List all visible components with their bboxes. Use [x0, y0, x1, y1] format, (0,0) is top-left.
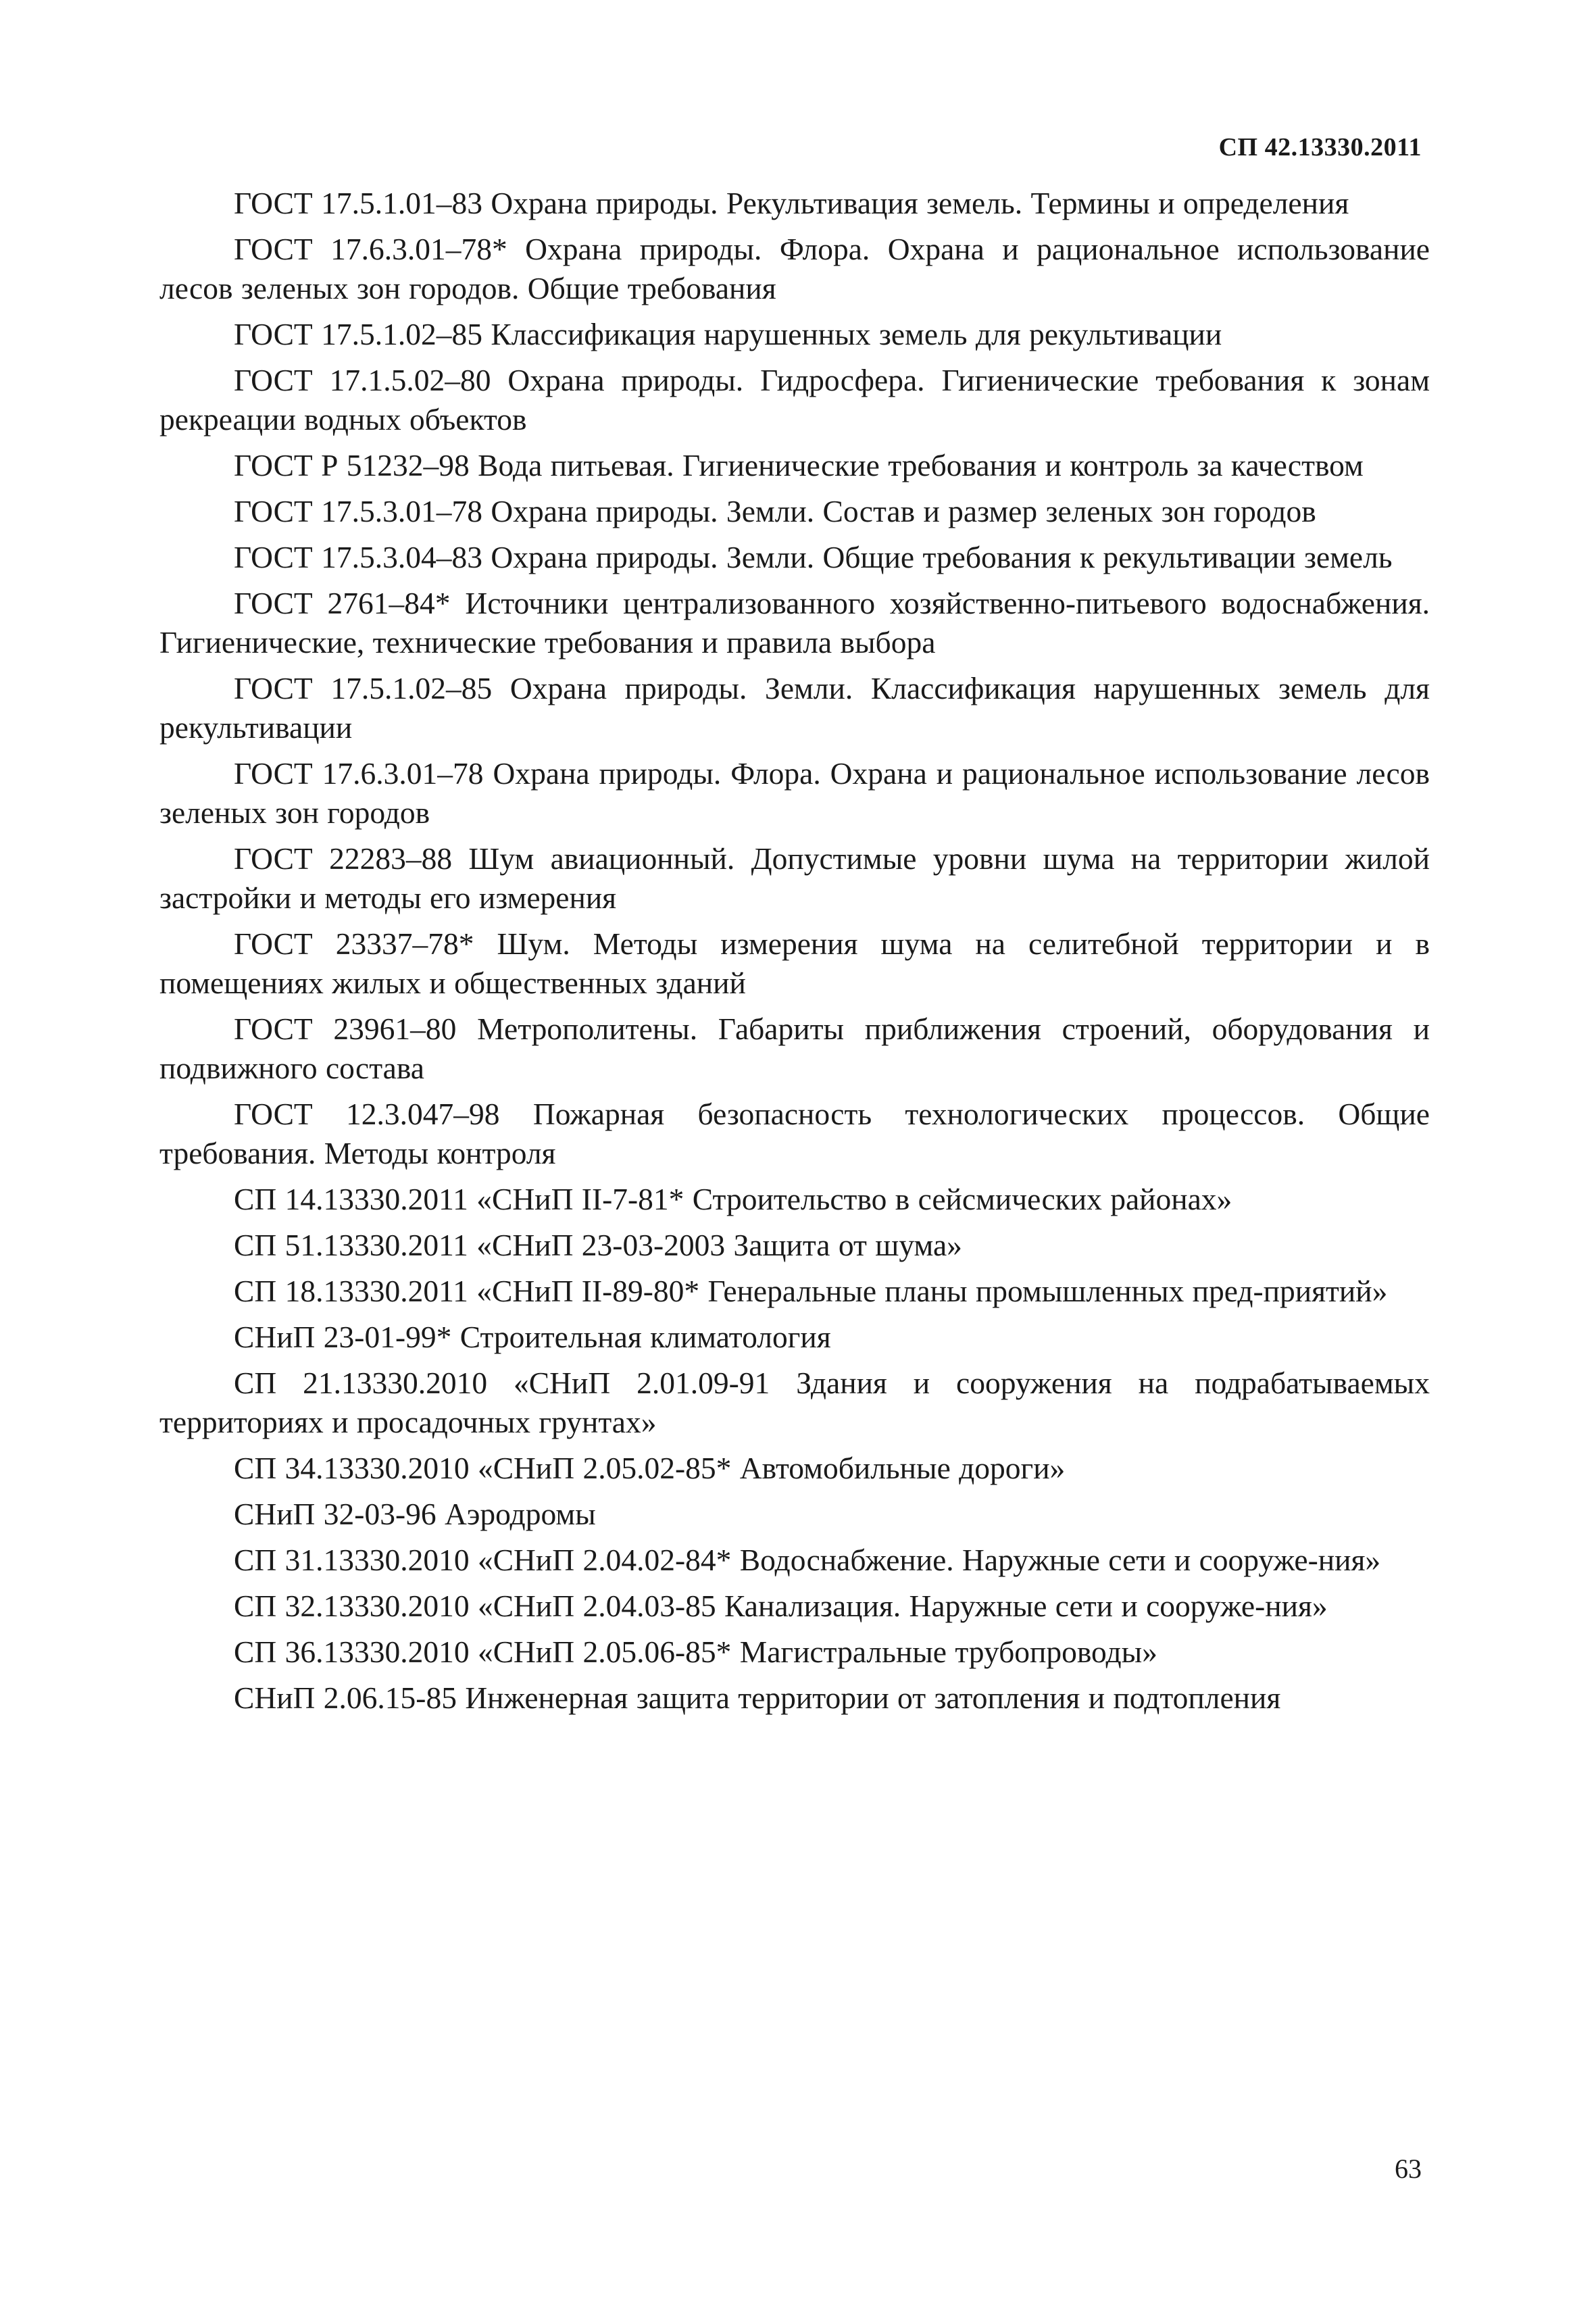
reference-item: СП 21.13330.2010 «СНиП 2.01.09-91 Здания и сооружения на подрабатываемых территориях и просадочных грунтах» [159, 1366, 1430, 1439]
reference-item: ГОСТ 2761–84* Источники централизованного хозяйственно-питьевого водоснабжения. Гигиенические, технические требования и правила выбора [159, 586, 1430, 659]
reference-item: ГОСТ 17.5.1.02–85 Охрана природы. Земли. Классификация нарушенных земель для рекультивации [159, 671, 1430, 745]
reference-item: ГОСТ 22283–88 Шум авиационный. Допустимые уровни шума на территории жилой застройки и методы его измерения [159, 841, 1430, 915]
reference-item: ГОСТ 23961–80 Метрополитены. Габариты приближения строений, оборудования и подвижного состава [159, 1012, 1430, 1085]
reference-item: ГОСТ 17.5.1.01–83 Охрана природы. Рекультивация земель. Термины и определения [234, 186, 1349, 220]
page-number: 63 [1395, 2154, 1422, 2184]
reference-item: СП 32.13330.2010 «СНиП 2.04.03-85 Канализация. Наружные сети и сооруже-ния» [234, 1589, 1328, 1623]
reference-item: ГОСТ 23337–78* Шум. Методы измерения шума на селитебной территории и в помещениях жилых и общественных зданий [159, 926, 1430, 1000]
reference-item: СНиП 2.06.15-85 Инженерная защита территории от затопления и подтопления [234, 1681, 1281, 1715]
reference-item: ГОСТ 17.1.5.02–80 Охрана природы. Гидросфера. Гигиенические требования к зонам рекреации водных объектов [159, 363, 1430, 437]
reference-item: СП 36.13330.2010 «СНиП 2.05.06-85* Магистральные трубопроводы» [234, 1635, 1157, 1669]
reference-item: ГОСТ 17.6.3.01–78 Охрана природы. Флора. Охрана и рациональное использование лесов зеленых зон городов [159, 756, 1430, 830]
reference-item: СП 14.13330.2011 «СНиП II-7-81* Строительство в сейсмических районах» [234, 1182, 1232, 1216]
reference-item: ГОСТ 17.5.1.02–85 Классификация нарушенных земель для рекультивации [234, 317, 1222, 351]
reference-item: СНиП 32-03-96 Аэродромы [234, 1497, 596, 1531]
reference-item: СП 31.13330.2010 «СНиП 2.04.02-84* Водоснабжение. Наружные сети и сооруже-ния» [234, 1543, 1381, 1577]
reference-item: ГОСТ 17.5.3.04–83 Охрана природы. Земли. Общие требования к рекультивации земель [234, 540, 1393, 574]
reference-item: СНиП 23-01-99* Строительная климатология [234, 1320, 831, 1354]
reference-item: ГОСТ Р 51232–98 Вода питьевая. Гигиенические требования и контроль за качеством [234, 448, 1364, 482]
reference-item: ГОСТ 12.3.047–98 Пожарная безопасность технологических процессов. Общие требования. Методы контроля [159, 1097, 1430, 1170]
reference-item: ГОСТ 17.5.3.01–78 Охрана природы. Земли. Состав и размер зеленых зон городов [234, 494, 1316, 528]
reference-item: СП 18.13330.2011 «СНиП II-89-80* Генеральные планы промышленных пред-приятий» [234, 1274, 1388, 1308]
reference-item: ГОСТ 17.6.3.01–78* Охрана природы. Флора. Охрана и рациональное использование лесов зеленых зон городов. Общие требования [159, 232, 1430, 305]
normative-references-list [159, 184, 1430, 1724]
reference-item: СП 34.13330.2010 «СНиП 2.05.02-85* Автомобильные дороги» [234, 1451, 1066, 1485]
document-code-header: СП 42.13330.2011 [1218, 133, 1422, 161]
reference-item: СП 51.13330.2011 «СНиП 23-03-2003 Защита от шума» [234, 1228, 962, 1262]
